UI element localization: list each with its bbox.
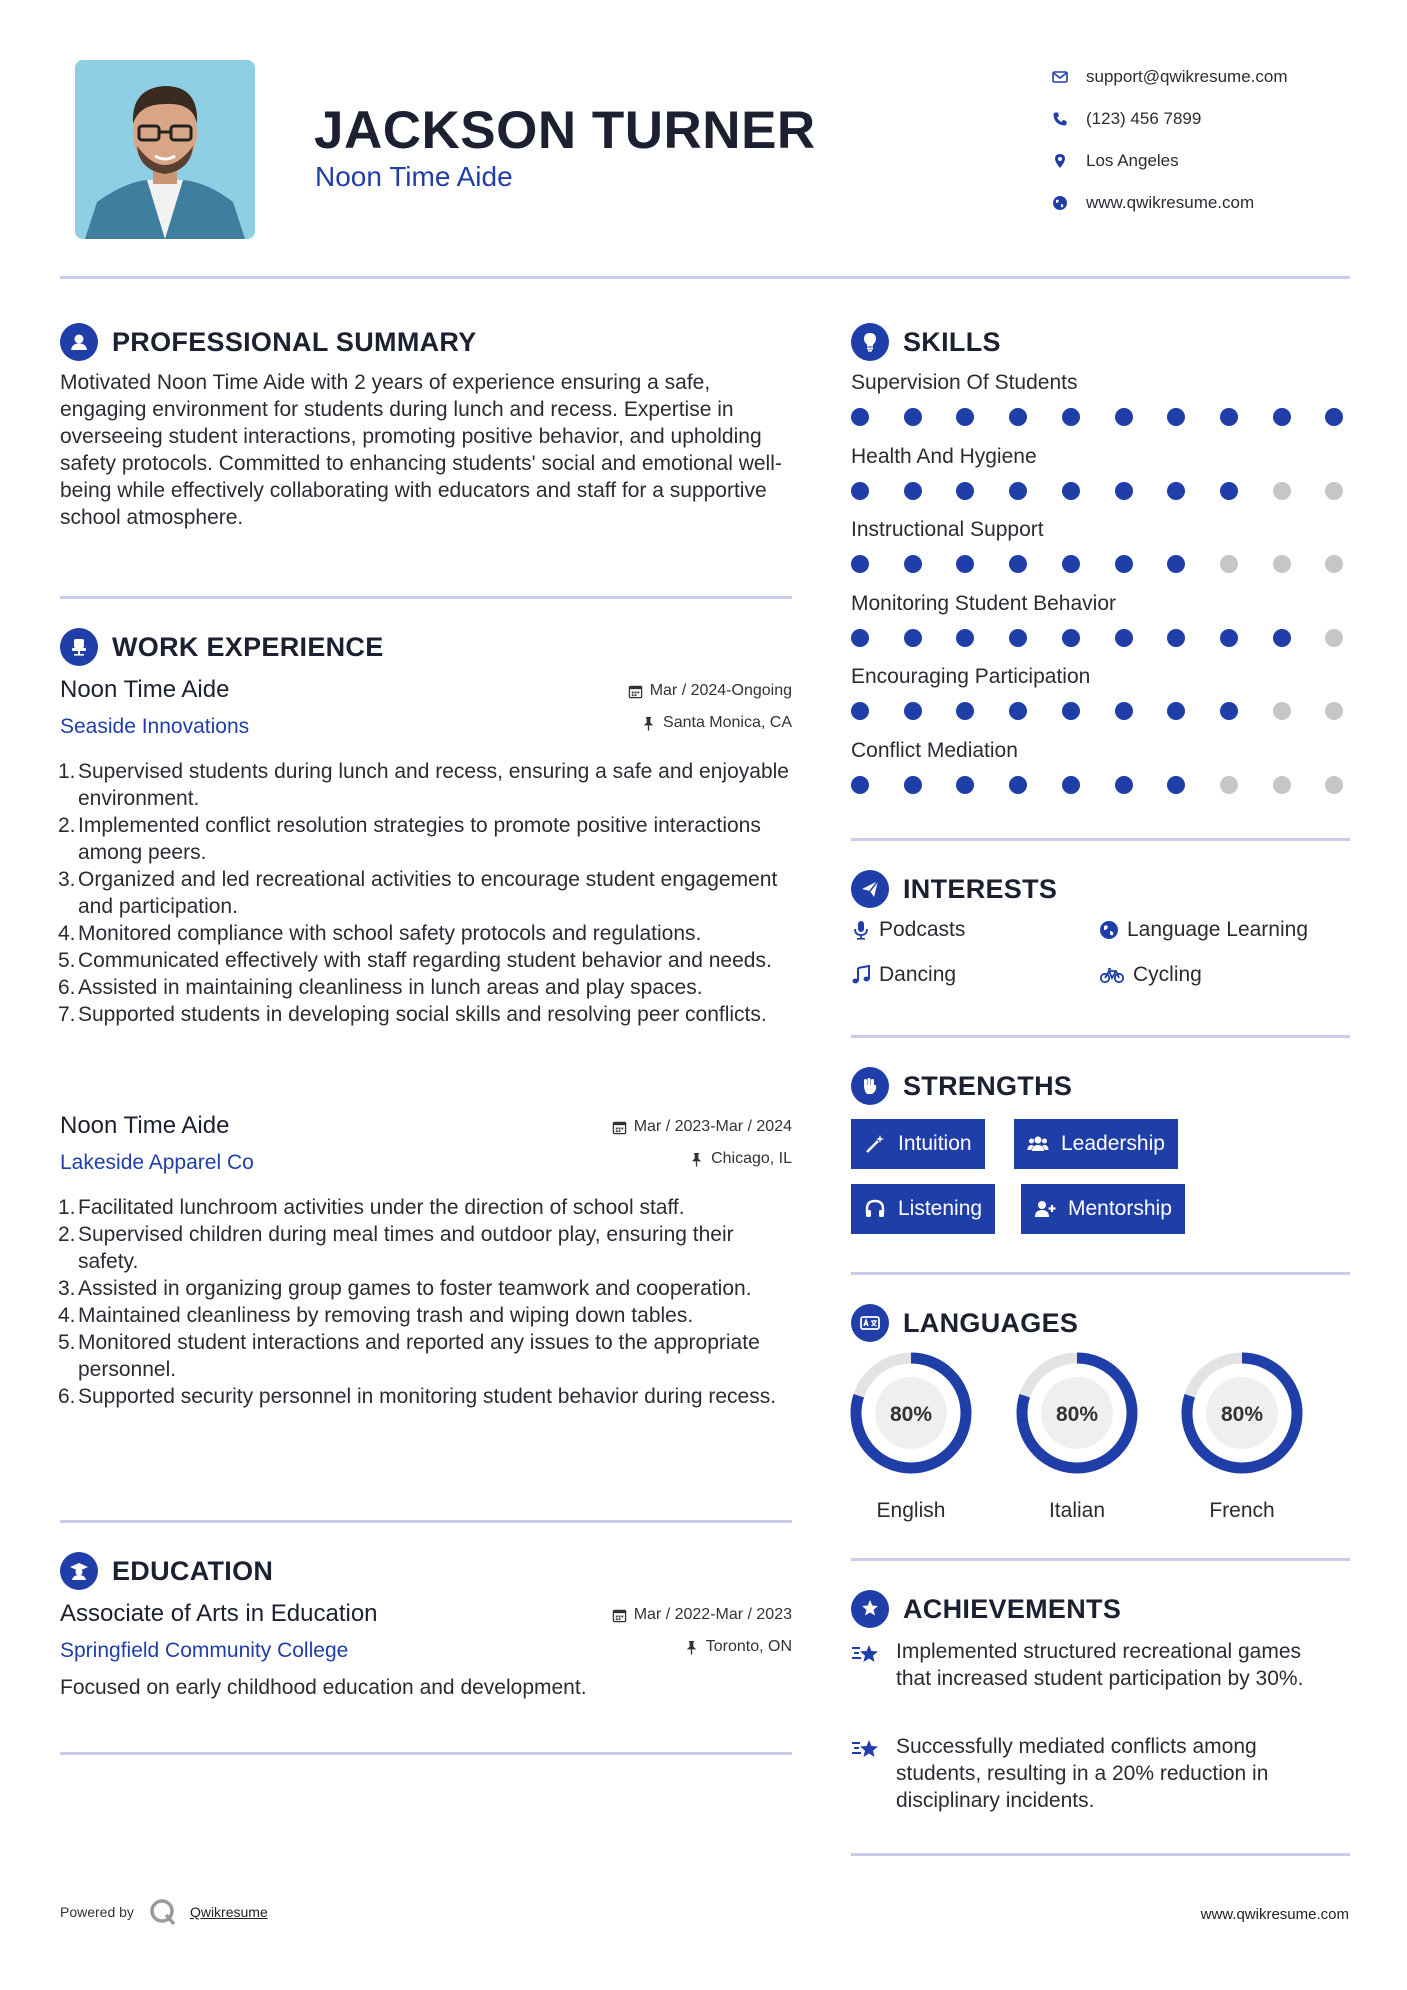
rating-dot xyxy=(1167,482,1185,500)
skill-name: Monitoring Student Behavior xyxy=(851,591,1116,615)
list-item: 1. Facilitated lunchroom activities under the direction of school staff. xyxy=(58,1196,685,1219)
rating-dot xyxy=(956,629,974,647)
strength-label: Intuition xyxy=(898,1132,972,1155)
language-item xyxy=(1180,1351,1304,1523)
rating-dot xyxy=(851,555,869,573)
interests-heading xyxy=(851,870,1057,908)
list-item: 2. Supervised children during meal times and outdoor play, ensuring their safety. xyxy=(58,1223,734,1273)
graduate-icon xyxy=(60,1552,98,1590)
contact-location-text: Los Angeles xyxy=(1086,151,1179,170)
job-location-text: Santa Monica, CA xyxy=(663,714,792,731)
skill-item xyxy=(851,442,1351,516)
rating-dot xyxy=(1062,555,1080,573)
contact-location xyxy=(1050,140,1370,182)
list-item: 7. Supported students in developing social skills and resolving peer conflicts. xyxy=(58,1003,767,1026)
job-title: Noon Time Aide xyxy=(60,676,230,703)
language-percent: 80% xyxy=(1220,1403,1264,1426)
rating-dot xyxy=(1062,776,1080,794)
list-item: 5. Communicated effectively with staff regarding student behavior and needs. xyxy=(58,949,772,972)
globe-icon xyxy=(1050,195,1086,211)
calendar-icon xyxy=(612,1120,627,1135)
language-ring xyxy=(1015,1351,1139,1475)
skills-list xyxy=(851,368,1351,809)
rating-dot xyxy=(1009,629,1027,647)
interests-title: INTERESTS xyxy=(903,873,1058,904)
rating-dot xyxy=(1062,482,1080,500)
achievements-divider xyxy=(851,1853,1350,1856)
skills-divider xyxy=(851,838,1350,841)
strength-chip xyxy=(851,1119,985,1169)
job-duties xyxy=(60,758,792,1028)
education-location xyxy=(684,1638,792,1656)
achievement-item xyxy=(851,1733,1351,1823)
language-item xyxy=(849,1351,973,1523)
skill-rating xyxy=(851,776,1351,796)
languages-divider xyxy=(851,1558,1350,1561)
rating-dot xyxy=(1115,408,1133,426)
rating-dot xyxy=(1325,629,1343,647)
rating-dot xyxy=(1273,555,1291,573)
contact-phone[interactable] xyxy=(1050,98,1370,140)
magic-wand-icon xyxy=(864,1133,886,1155)
rating-dot xyxy=(1220,702,1238,720)
rating-dot xyxy=(1273,408,1291,426)
calendar-icon xyxy=(612,1608,627,1623)
job-company: Lakeside Apparel Co xyxy=(60,1151,254,1174)
rating-dot xyxy=(1220,482,1238,500)
interest-label: Podcasts xyxy=(879,918,966,941)
job-date xyxy=(628,682,792,700)
rating-dot xyxy=(956,555,974,573)
interest-item xyxy=(1099,963,1202,987)
rating-dot xyxy=(1115,629,1133,647)
achievement-item xyxy=(851,1638,1351,1728)
rating-dot xyxy=(1115,776,1133,794)
rating-dot xyxy=(1167,702,1185,720)
skill-item xyxy=(851,736,1351,810)
rating-dot xyxy=(1325,482,1343,500)
headphones-icon xyxy=(864,1198,886,1220)
rating-dot xyxy=(851,408,869,426)
experience-title: WORK EXPERIENCE xyxy=(112,631,384,662)
skill-rating xyxy=(851,629,1351,649)
job-location xyxy=(641,714,792,732)
summary-title: PROFESSIONAL SUMMARY xyxy=(112,326,477,357)
footer-website[interactable]: www.qwikresume.com xyxy=(1200,1906,1349,1923)
brand-link[interactable]: Qwikresume xyxy=(189,1904,268,1920)
interests-divider xyxy=(851,1035,1350,1038)
job-title: Noon Time Aide xyxy=(60,1112,230,1139)
school-name: Springfield Community College xyxy=(60,1639,349,1662)
education-date xyxy=(612,1606,792,1624)
interest-label: Dancing xyxy=(879,963,957,986)
rating-dot xyxy=(956,776,974,794)
strengths-title: STRENGTHS xyxy=(903,1070,1073,1101)
rating-dot xyxy=(851,482,869,500)
skill-item xyxy=(851,662,1351,736)
rating-dot xyxy=(904,702,922,720)
map-pin-icon xyxy=(1050,153,1086,169)
strengths-heading xyxy=(851,1067,1072,1105)
achievements-heading xyxy=(851,1590,1121,1628)
education-description: Focused on early childhood education and development. xyxy=(60,1676,587,1699)
languages-heading xyxy=(851,1304,1078,1342)
contact-phone-text: (123) 456 7899 xyxy=(1086,109,1202,128)
education-location-text: Toronto, ON xyxy=(705,1638,792,1655)
fist-icon xyxy=(851,1067,889,1105)
list-item: 3. Assisted in organizing group games to foster teamwork and cooperation. xyxy=(58,1277,752,1300)
qwikresume-logo-icon xyxy=(148,1897,178,1927)
summary-divider xyxy=(60,596,792,599)
globe-icon xyxy=(1099,920,1119,940)
skill-item xyxy=(851,515,1351,589)
job-location-text: Chicago, IL xyxy=(711,1150,792,1167)
contact-email[interactable] xyxy=(1050,56,1370,98)
pushpin-icon xyxy=(689,1152,704,1167)
shooting-star-icon xyxy=(851,1737,881,1763)
skill-name: Encouraging Participation xyxy=(851,665,1091,688)
rating-dot xyxy=(851,702,869,720)
education-date-text: Mar / 2022-Mar / 2023 xyxy=(633,1606,792,1623)
skills-title: SKILLS xyxy=(903,326,1001,357)
contact-website[interactable] xyxy=(1050,182,1370,224)
rating-dot xyxy=(1273,629,1291,647)
skill-name: Instructional Support xyxy=(851,518,1044,541)
skill-rating xyxy=(851,555,1351,575)
candidate-role: Noon Time Aide xyxy=(315,161,513,192)
interest-item xyxy=(851,918,965,942)
language-item xyxy=(1015,1351,1139,1523)
list-item: 1. Supervised students during lunch and recess, ensuring a safe and enjoyable environment. xyxy=(58,760,789,810)
experience-heading xyxy=(60,628,384,666)
list-item: 4. Monitored compliance with school safety protocols and regulations. xyxy=(58,922,702,945)
list-item: 6. Assisted in maintaining cleanliness in lunch areas and play spaces. xyxy=(58,976,703,999)
job-company: Seaside Innovations xyxy=(60,715,250,738)
contact-website-text: www.qwikresume.com xyxy=(1086,193,1255,212)
job-date-text: Mar / 2023-Mar / 2024 xyxy=(633,1118,792,1135)
rating-dot xyxy=(904,776,922,794)
achievements-title: ACHIEVEMENTS xyxy=(903,1593,1122,1624)
interest-item xyxy=(1099,918,1308,942)
rating-dot xyxy=(1167,776,1185,794)
paper-plane-icon xyxy=(851,870,889,908)
rating-dot xyxy=(904,408,922,426)
skill-item xyxy=(851,589,1351,663)
language-percent: 80% xyxy=(889,1403,933,1426)
user-plus-icon xyxy=(1034,1198,1056,1220)
rating-dot xyxy=(1062,408,1080,426)
achievement-text: Implemented structured recreational games that increased student participation by 30%. xyxy=(896,1640,1304,1690)
rating-dot xyxy=(1325,555,1343,573)
skill-name: Supervision Of Students xyxy=(851,371,1078,394)
bicycle-icon xyxy=(1099,965,1125,985)
rating-dot xyxy=(1009,408,1027,426)
contact-list xyxy=(1050,56,1370,224)
users-icon xyxy=(1027,1133,1049,1155)
pushpin-icon xyxy=(684,1640,699,1655)
degree-title: Associate of Arts in Education xyxy=(60,1600,378,1627)
rating-dot xyxy=(1009,702,1027,720)
language-ring xyxy=(849,1351,973,1475)
powered-by-text: Powered by xyxy=(60,1904,134,1920)
list-item: 6. Supported security personnel in monitoring student behavior during recess. xyxy=(58,1385,777,1408)
list-item: 3. Organized and led recreational activities to encourage student engagement and participation. xyxy=(58,868,778,918)
strengths-divider xyxy=(851,1272,1350,1275)
calendar-icon xyxy=(628,684,643,699)
rating-dot xyxy=(1167,629,1185,647)
list-item: 2. Implemented conflict resolution strategies to promote positive interactions among peers. xyxy=(58,814,761,864)
rating-dot xyxy=(1009,555,1027,573)
rating-dot xyxy=(904,555,922,573)
skill-name: Health And Hygiene xyxy=(851,444,1037,468)
skill-rating xyxy=(851,408,1351,428)
summary-text: Motivated Noon Time Aide with 2 years of experience ensuring a safe, engaging environment for students during lunch and recess. Expertise in overseeing student interactions, promoting positive behavior, and upholding safety protocols. Committed to enhancing students' social and emotional well-being while effectively collaborating with educators and staff for a supportive school atmosphere. xyxy=(60,371,782,529)
skills-heading xyxy=(851,323,1001,361)
language-name: English xyxy=(876,1499,946,1522)
rating-dot xyxy=(851,776,869,794)
contact-email-text: support@qwikresume.com xyxy=(1086,67,1288,86)
job-duties xyxy=(60,1194,792,1410)
job-location xyxy=(689,1150,792,1168)
rating-dot xyxy=(904,482,922,500)
briefcase-chair-icon xyxy=(60,628,98,666)
candidate-name: JACKSON TURNER xyxy=(314,101,816,160)
experience-divider xyxy=(60,1520,792,1523)
interest-item xyxy=(851,963,956,987)
education-divider xyxy=(60,1752,792,1755)
rating-dot xyxy=(1115,555,1133,573)
rating-dot xyxy=(1220,629,1238,647)
rating-dot xyxy=(1325,408,1343,426)
job-entry-2 xyxy=(60,1112,792,1472)
rating-dot xyxy=(1325,776,1343,794)
education-entry xyxy=(60,1600,792,1720)
rating-dot xyxy=(1167,555,1185,573)
rating-dot xyxy=(1220,408,1238,426)
shooting-star-icon xyxy=(851,1642,881,1668)
rating-dot xyxy=(956,482,974,500)
summary-heading xyxy=(60,323,477,361)
skill-item xyxy=(851,368,1351,442)
rating-dot xyxy=(1009,776,1027,794)
language-name: French xyxy=(1209,1499,1275,1522)
rating-dot xyxy=(1220,776,1238,794)
language-name: Italian xyxy=(1048,1499,1106,1522)
rating-dot xyxy=(1115,482,1133,500)
interest-label: Language Learning xyxy=(1127,918,1309,941)
strength-label: Listening xyxy=(898,1197,983,1220)
rating-dot xyxy=(1273,702,1291,720)
rating-dot xyxy=(1115,702,1133,720)
profile-photo xyxy=(75,60,255,239)
rating-dot xyxy=(1273,776,1291,794)
pushpin-icon xyxy=(641,716,656,731)
rating-dot xyxy=(1009,482,1027,500)
language-percent: 80% xyxy=(1055,1403,1099,1426)
rating-dot xyxy=(1167,408,1185,426)
language-icon xyxy=(851,1304,889,1342)
strength-chip xyxy=(1014,1119,1178,1169)
microphone-icon xyxy=(851,920,871,940)
languages-title: LANGUAGES xyxy=(903,1307,1079,1338)
music-note-icon xyxy=(851,965,871,985)
rating-dot xyxy=(1220,555,1238,573)
list-item: 5. Monitored student interactions and reported any issues to the appropriate personnel. xyxy=(58,1331,760,1381)
strength-chip xyxy=(1021,1184,1185,1234)
job-date-text: Mar / 2024-Ongoing xyxy=(649,682,792,699)
rating-dot xyxy=(956,408,974,426)
rating-dot xyxy=(1273,482,1291,500)
envelope-icon xyxy=(1050,69,1086,85)
rating-dot xyxy=(1062,702,1080,720)
lightbulb-icon xyxy=(851,323,889,361)
skill-name: Conflict Mediation xyxy=(851,738,1018,762)
header-divider xyxy=(60,276,1350,279)
rating-dot xyxy=(851,629,869,647)
language-ring xyxy=(1180,1351,1304,1475)
strength-label: Mentorship xyxy=(1068,1197,1172,1220)
job-entry-1 xyxy=(60,676,792,1076)
achievement-text: Successfully mediated conflicts among students, resulting in a 20% reduction in disciplinary incidents. xyxy=(896,1735,1269,1812)
rating-dot xyxy=(1062,629,1080,647)
education-heading xyxy=(60,1552,273,1590)
phone-icon xyxy=(1050,111,1086,127)
award-star-icon xyxy=(851,1590,889,1628)
rating-dot xyxy=(956,702,974,720)
list-item: 4. Maintained cleanliness by removing trash and wiping down tables. xyxy=(58,1304,694,1327)
skill-rating xyxy=(851,702,1351,722)
job-date xyxy=(612,1118,792,1136)
footer-powered-by xyxy=(60,1897,268,1927)
rating-dot xyxy=(904,629,922,647)
interest-label: Cycling xyxy=(1133,963,1202,986)
education-title: EDUCATION xyxy=(112,1555,274,1586)
strength-label: Leadership xyxy=(1061,1132,1165,1155)
rating-dot xyxy=(1325,702,1343,720)
strength-chip xyxy=(851,1184,995,1234)
skill-rating xyxy=(851,482,1351,502)
user-icon xyxy=(60,323,98,361)
